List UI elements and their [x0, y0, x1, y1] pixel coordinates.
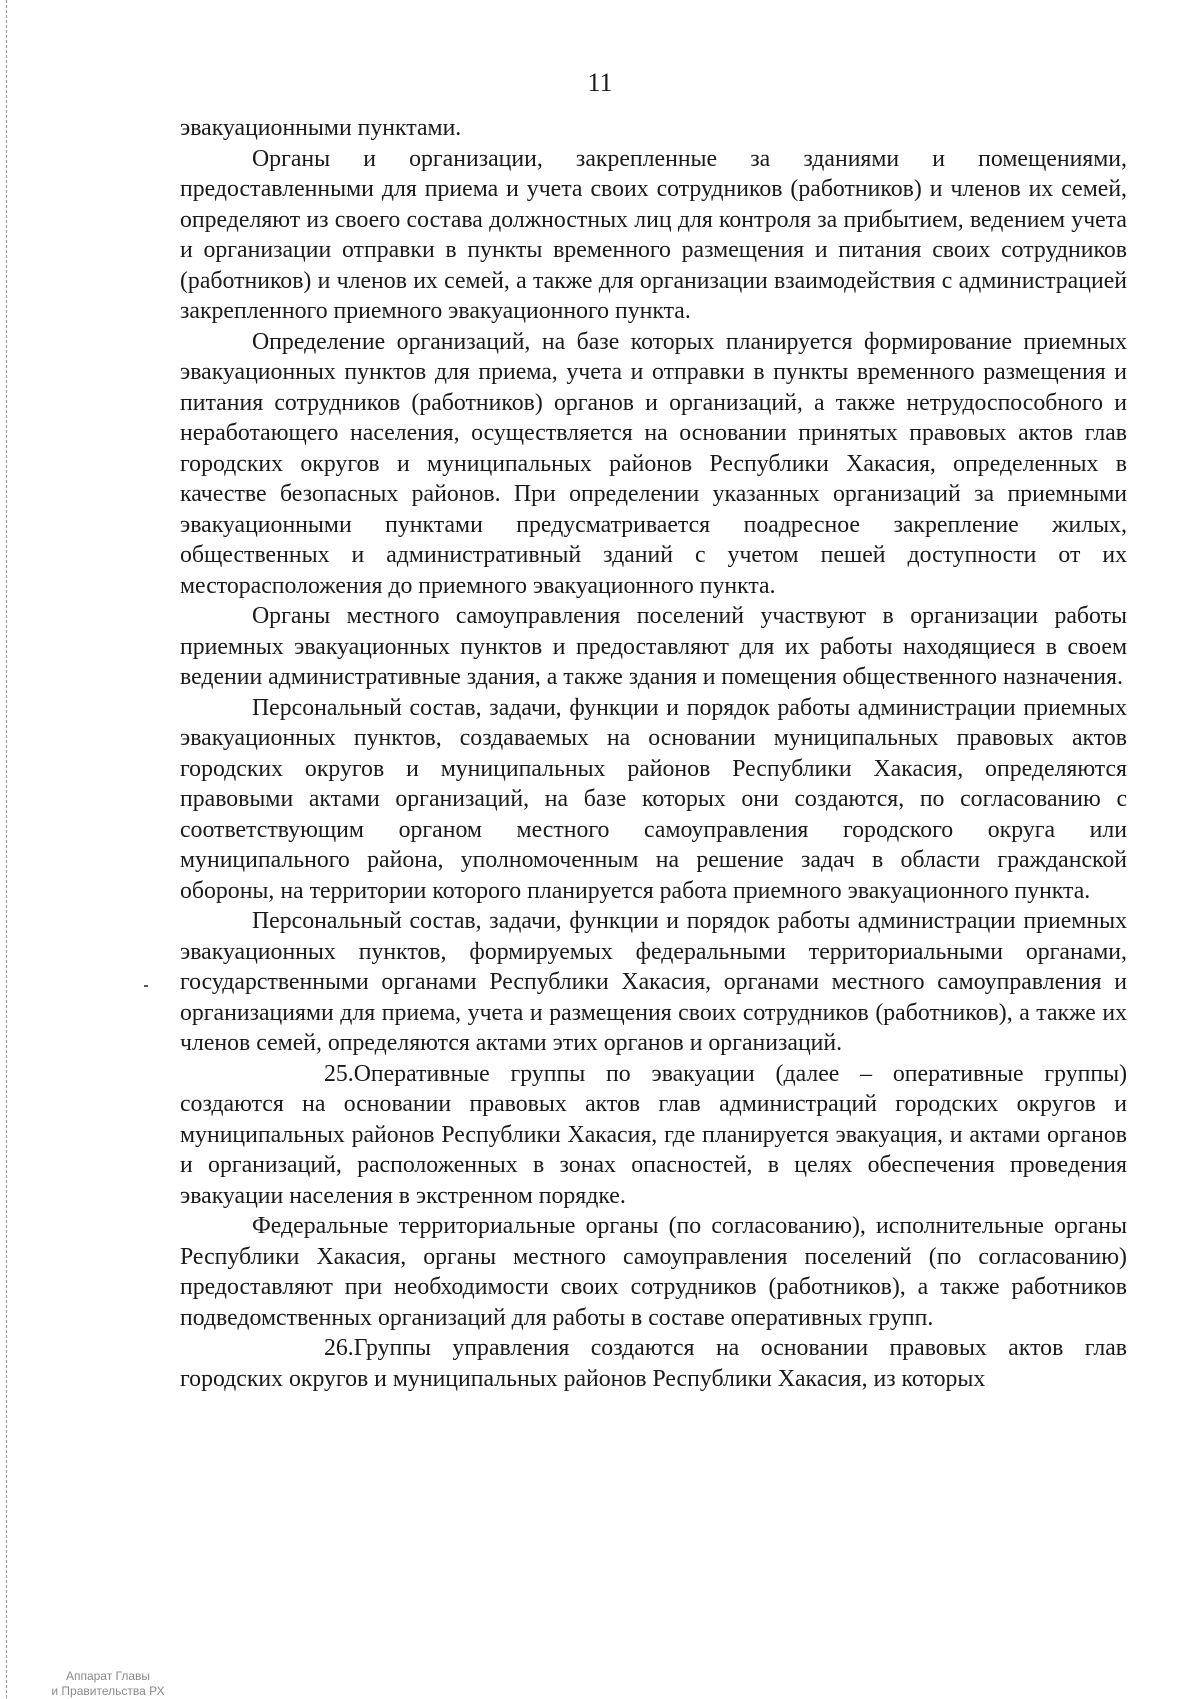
paragraph-text: Персональный состав, задачи, функции и порядок работы администрации приемных эвакуационных пунктов, создаваемых на основании муниципальных правовых актов городских округов и муниципальных районов Республики Хакасия, определяются правовыми актами организаций, на базе которых они создаются, по согласованию с соответствующим органом местного самоуправления городского округа или муниципального района, уполномоченным на решение задач в области гражданской обороны, на территории которого планируется работа приемного эвакуационного пункта.: [180, 694, 1127, 904]
page-number: 11: [587, 68, 613, 97]
stamp-line: и Правительства РХ: [51, 1684, 165, 1698]
paragraph: [180, 113, 1127, 144]
paragraph: [180, 906, 1127, 1059]
stamp-line: Аппарат Главы: [65, 1669, 151, 1683]
paragraph: [180, 693, 1127, 907]
paragraph: [180, 601, 1127, 693]
paragraph-text: эвакуационными пунктами.: [180, 115, 462, 141]
margin-mark: [144, 985, 148, 987]
paragraph-text: Определение организаций, на базе которых планируется формирование приемных эвакуационных пунктов для приема, учета и отправки в пункты временного размещения и питания сотрудников (работников) органов и организаций, а также нетрудоспособного и неработающего населения, осуществляется на основании принятых правовых актов глав городских округов и муниципальных районов Республики Хакасия, определенных в качестве безопасных районов. При определении указанных организаций за приемными эвакуационными пунктами предусматривается поадресное закрепление жилых, общественных и административный зданий с учетом пешей доступности от их месторасположения до приемного эвакуационного пункта.: [180, 328, 1127, 599]
paragraph: [180, 1211, 1127, 1333]
paragraph: [180, 144, 1127, 327]
paragraph-text: Персональный состав, задачи, функции и порядок работы администрации приемных эвакуационных пунктов, формируемых федеральными территориальными органами, государственными органами Республики Хакасия, органами местного самоуправления и организациями для приема, учета и размещения своих сотрудников (работников), а также их членов семей, определяются актами этих органов и организаций.: [180, 908, 1127, 1056]
document-body: [180, 113, 1127, 1394]
office-stamp: [38, 1669, 178, 1699]
item-number: 26.: [324, 1335, 354, 1361]
item-number: 25.: [324, 1060, 354, 1087]
paragraph: [180, 1059, 1127, 1212]
paragraph: [180, 1333, 1127, 1394]
paragraph-text: Федеральные территориальные органы (по согласованию), исполнительные органы Республики Хакасия, органы местного самоуправления поселений (по согласованию) предоставляют при необходимости своих сотрудников (работников), а также работников подведомственных организаций для работы в составе оперативных групп.: [180, 1213, 1127, 1331]
scan-edge-line: [6, 0, 7, 1698]
paragraph-text: Органы местного самоуправления поселений участвуют в организации работы приемных эвакуационных пунктов и предоставляют для их работы находящиеся в своем ведении административные здания, а также здания и помещения общественного назначения.: [180, 603, 1127, 690]
paragraph-text: Органы и организации, закрепленные за зданиями и помещениями, предоставленными для приема и учета своих сотрудников (работников) и членов их семей, определяют из своего состава должностных лиц для контроля за прибытием, ведением учета и организации отправки в пункты временного размещения и питания своих сотрудников (работников) и членов их семей, а также для организации взаимодействия с администрацией закрепленного приемного эвакуационного пункта.: [180, 145, 1127, 324]
paragraph-text: Группы управления создаются на основании правовых актов глав городских округов и муниципальных районов Республики Хакасия, из которых: [180, 1335, 1127, 1392]
paragraph: [180, 327, 1127, 602]
paragraph-text: Оперативные группы по эвакуации (далее – оперативные группы) создаются на основании правовых актов глав администраций городских округов и муниципальных районов Республики Хакасия, где планируется эвакуация, и актами органов и организаций, расположенных в зонах опасностей, в целях обеспечения проведения эвакуации населения в экстренном порядке.: [180, 1060, 1127, 1209]
